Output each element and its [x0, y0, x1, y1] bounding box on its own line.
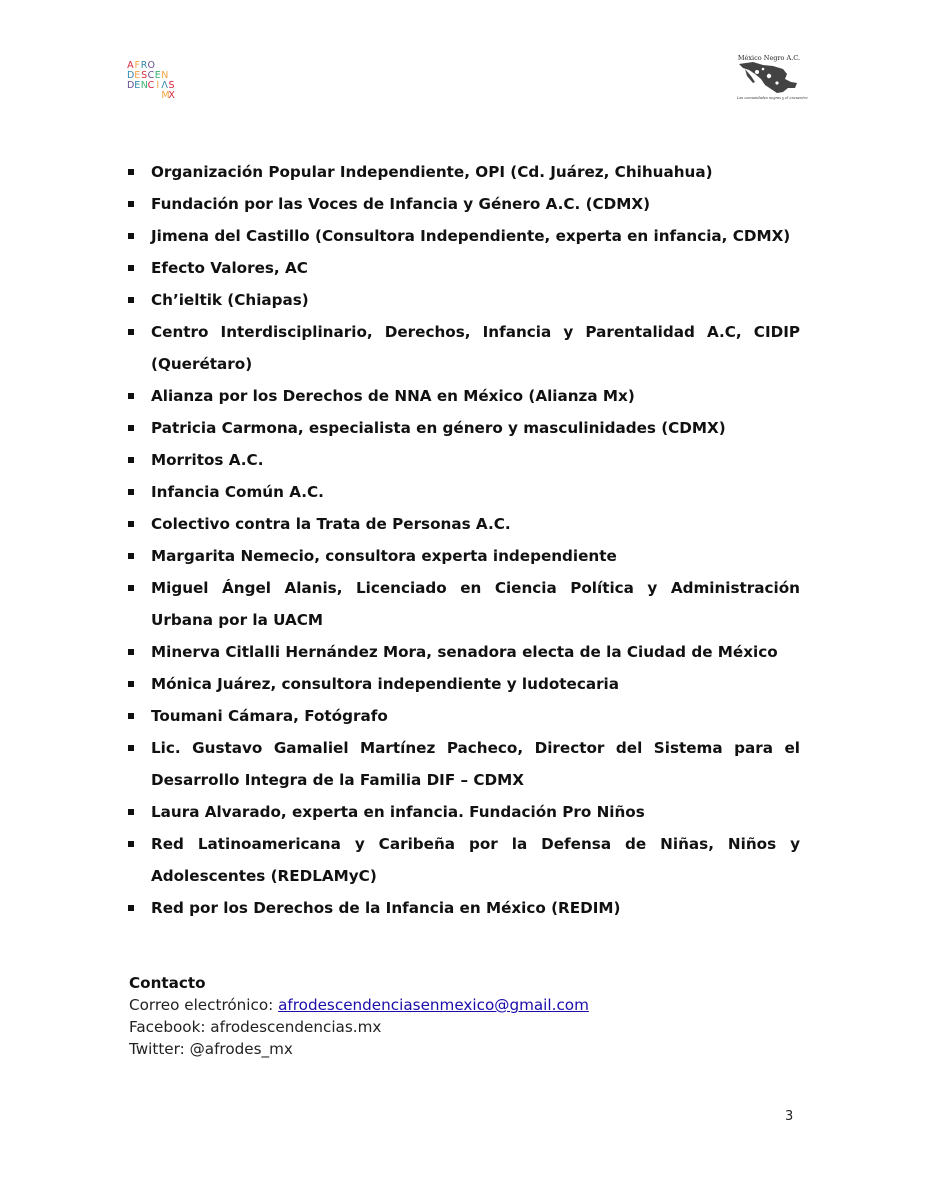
list-item [128, 188, 800, 220]
list-item [128, 220, 800, 252]
bullet-icon [128, 809, 134, 815]
logo-letter: X [168, 90, 175, 101]
logo-letter: C [147, 80, 155, 91]
list-item [128, 380, 800, 412]
logo-letter: M [161, 90, 170, 101]
bullet-icon [128, 329, 134, 335]
afrodescendencias-logo [127, 61, 175, 103]
logo-letter: R [140, 60, 148, 71]
contact-email-label: Correo electrónico: [129, 996, 279, 1014]
mexico-negro-logo-title: México Negro A.C. [737, 54, 801, 62]
logo-letter: D [127, 80, 135, 91]
list-item-text: Centro Interdisciplinario, Derechos, Infancia y Parentalidad A.C, CIDIP (Querétaro) [151, 323, 800, 373]
logo-letter: N [140, 80, 148, 91]
list-item [128, 316, 800, 380]
bullet-icon [128, 201, 134, 207]
list-item-text: Organización Popular Independiente, OPI (Cd. Juárez, Chihuahua) [151, 163, 713, 181]
list-item [128, 540, 800, 572]
list-item [128, 732, 800, 796]
list-item [128, 444, 800, 476]
list-item-text: Efecto Valores, AC [151, 259, 308, 277]
list-item-text: Lic. Gustavo Gamaliel Martínez Pacheco, Director del Sistema para el Desarrollo Integra de la Familia DIF – CDMX [151, 739, 800, 789]
bullet-icon [128, 745, 134, 751]
list-item-text: Ch’ieltik (Chiapas) [151, 291, 309, 309]
list-item-text: Patricia Carmona, especialista en género y masculinidades (CDMX) [151, 419, 726, 437]
bullet-icon [128, 265, 134, 271]
list-item-text: Alianza por los Derechos de NNA en México (Alianza Mx) [151, 387, 635, 405]
list-item [128, 636, 800, 668]
contact-section [129, 972, 729, 1060]
list-item-text: Minerva Citlalli Hernández Mora, senadora electa de la Ciudad de México [151, 643, 778, 661]
list-item [128, 252, 800, 284]
list-item [128, 796, 800, 828]
contact-email-line [129, 994, 729, 1016]
logo-letter: N [161, 70, 169, 81]
list-item-text: Miguel Ángel Alanis, Licenciado en Ciencia Política y Administración Urbana por la UACM [151, 579, 800, 629]
page-number: 3 [785, 1109, 794, 1124]
bullet-icon [128, 713, 134, 719]
list-item-text: Mónica Juárez, consultora independiente y ludotecaria [151, 675, 620, 693]
bullet-icon [128, 521, 134, 527]
list-item-text: Fundación por las Voces de Infancia y Género A.C. (CDMX) [151, 195, 651, 213]
list-item-text: Infancia Común A.C. [151, 483, 324, 501]
logo-letter: D [127, 70, 135, 81]
list-item [128, 892, 800, 924]
logo-letter: O [147, 60, 156, 71]
list-item [128, 572, 800, 636]
organizations-list [128, 156, 800, 924]
list-item-text: Red Latinoamericana y Caribeña por la Defensa de Niñas, Niños y Adolescentes (REDLAMyC) [151, 835, 800, 885]
list-item-text: Colectivo contra la Trata de Personas A.C. [151, 515, 511, 533]
logo-letter: E [134, 80, 141, 91]
list-item-text: Laura Alvarado, experta en infancia. Fundación Pro Niños [151, 803, 645, 821]
logo-letter: A [127, 60, 134, 71]
list-item [128, 508, 800, 540]
list-item [128, 700, 800, 732]
mexico-negro-logo [733, 52, 808, 106]
list-item [128, 284, 800, 316]
list-item-text: Toumani Cámara, Fotógrafo [151, 707, 388, 725]
bullet-icon [128, 585, 134, 591]
bullet-icon [128, 425, 134, 431]
logo-letter: S [141, 70, 148, 81]
bullet-icon [128, 457, 134, 463]
list-item [128, 156, 800, 188]
logo-row [127, 91, 175, 101]
bullet-icon [128, 905, 134, 911]
list-item [128, 668, 800, 700]
bullet-icon [128, 297, 134, 303]
bullet-icon [128, 841, 134, 847]
list-item [128, 412, 800, 444]
logo-letter: Λ [161, 80, 168, 91]
bullet-icon [128, 393, 134, 399]
list-item-text: Red por los Derechos de la Infancia en México (REDIM) [151, 899, 621, 917]
logo-letter: S [168, 80, 175, 91]
logo-letter: I [156, 80, 160, 91]
contact-facebook: Facebook: afrodescendencias.mx [129, 1018, 382, 1036]
logo-letter: C [147, 70, 155, 81]
bullet-icon [128, 233, 134, 239]
list-item-text: Jimena del Castillo (Consultora Independiente, experta en infancia, CDMX) [151, 227, 791, 245]
contact-email-link[interactable]: afrodescendenciasenmexico@gmail.com [278, 996, 589, 1014]
bullet-icon [128, 169, 134, 175]
contact-twitter: Twitter: @afrodes_mx [129, 1040, 293, 1058]
logo-letter: F [134, 60, 140, 71]
bullet-icon [128, 553, 134, 559]
list-item [128, 476, 800, 508]
contact-title: Contacto [129, 974, 206, 992]
list-item [128, 828, 800, 892]
logo-letter: E [154, 70, 161, 81]
logo-letter: E [134, 70, 141, 81]
list-item-text: Morritos A.C. [151, 451, 264, 469]
bullet-icon [128, 681, 134, 687]
bullet-icon [128, 649, 134, 655]
list-item-text: Margarita Nemecio, consultora experta independiente [151, 547, 617, 565]
mexico-negro-logo-tagline: Las comunidades negras y el encuentro [737, 96, 808, 100]
bullet-icon [128, 489, 134, 495]
